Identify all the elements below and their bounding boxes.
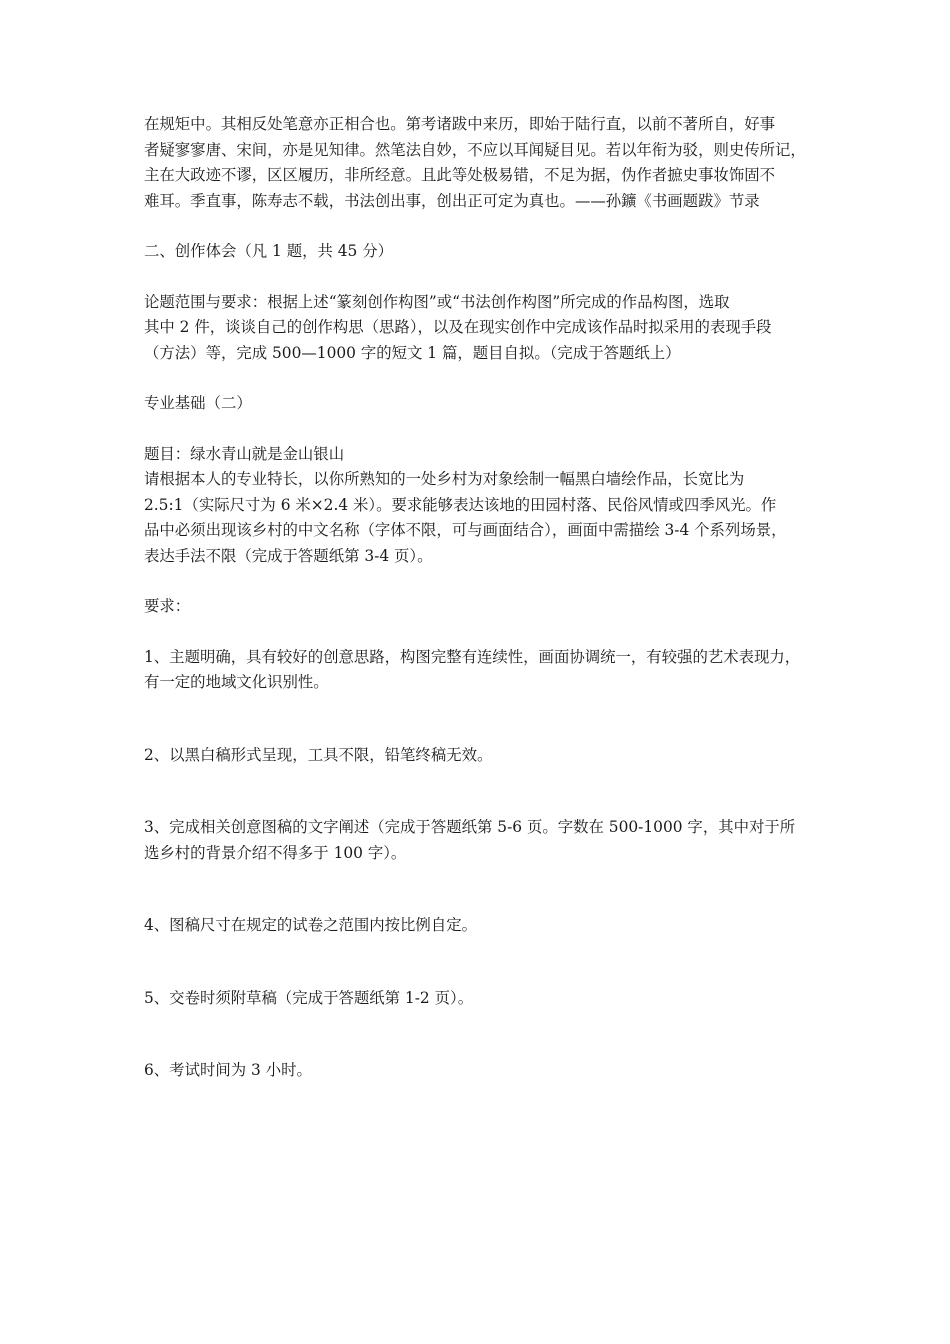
document-page [144,112,820,1084]
requirement-line: （方法）等，完成 500—1000 字的短文 1 篇，题目自拟。（完成于答题纸上） [144,343,681,362]
section-two-requirements [144,290,820,367]
professional-basics-heading: 专业基础（二） [144,394,252,412]
requirement-item-line: 2、以黑白稿形式呈现，工具不限，铅笔终稿无效。 [144,745,493,764]
description-line: 表达手法不限（完成于答题纸第 3-4 页）。 [144,546,433,565]
description-line: 请根据本人的专业特长，以你所熟知的一处乡村为对象绘制一幅黑白墙绘作品，长宽比为 [144,470,745,488]
requirement-item [144,913,820,939]
quote-line: 在规矩中。其相反处笔意亦正相合也。第考诸跋中来历，即始于陆行直，以前不著所自，好事 [144,115,776,133]
topic-title: 题目：绿水青山就是金山银山 [144,444,345,463]
requirement-item-line: 6、考试时间为 3 小时。 [144,1061,312,1079]
requirement-item [144,645,820,696]
requirement-item [144,815,820,866]
requirement-line: 其中 2 件，谈谈自己的创作构思（思路），以及在现实创作中完成该作品时拟采用的表现手段 [144,318,772,336]
quote-line: 者疑寥寥唐、宋间，亦是见知律。然笔法自妙，不应以耳闻疑目见。若以年衔为驳，则史传所记， [144,140,806,159]
requirement-item [144,1058,820,1084]
description-line: 品中必须出现该乡村的中文名称（字体不限，可与画面结合），画面中需描绘 3-4 个系列场景， [144,521,787,539]
requirements-label: 要求： [144,597,191,615]
description-line: 2.5:1（实际尺寸为 6 米×2.4 米）。要求能够表达该地的田园村落、民俗风情或四季风光。作 [144,495,777,514]
requirement-item-line: 1、主题明确，具有较好的创意思路，构图完整有连续性，画面协调统一，有较强的艺术表现力， [144,647,801,666]
requirement-item-line: 4、图稿尺寸在规定的试卷之范围内按比例自定。 [144,916,477,934]
topic-block [144,442,820,570]
requirement-item-line: 3、完成相关创意图稿的文字阐述（完成于答题纸第 5-6 页。字数在 500-1000 字，其中对于所 [144,818,796,836]
requirement-item [144,743,820,769]
requirement-line: 论题范围与要求：根据上述“篆刻创作构图”或“书法创作构图”所完成的作品构图，选取 [144,292,730,311]
requirement-item [144,986,820,1012]
requirement-item-line: 有一定的地域文化识别性。 [144,673,329,691]
quote-paragraph [144,112,820,214]
section-two-heading: 二、创作体会（凡 1 题，共 45 分） [144,242,394,260]
requirement-item-line: 选乡村的背景介绍不得多于 100 字）。 [144,843,407,862]
quote-line: 主在大政迹不谬，区区履历，非所经意。且此等处极易错，不足为据，伪作者摭史事妆饰固不 [144,166,776,184]
quote-line: 难耳。季直事，陈寿志不载，书法创出事，创出正可定为真也。——孙鑛《书画题跋》节录 [144,191,760,210]
requirement-item-line: 5、交卷时须附草稿（完成于答题纸第 1-2 页）。 [144,988,474,1007]
